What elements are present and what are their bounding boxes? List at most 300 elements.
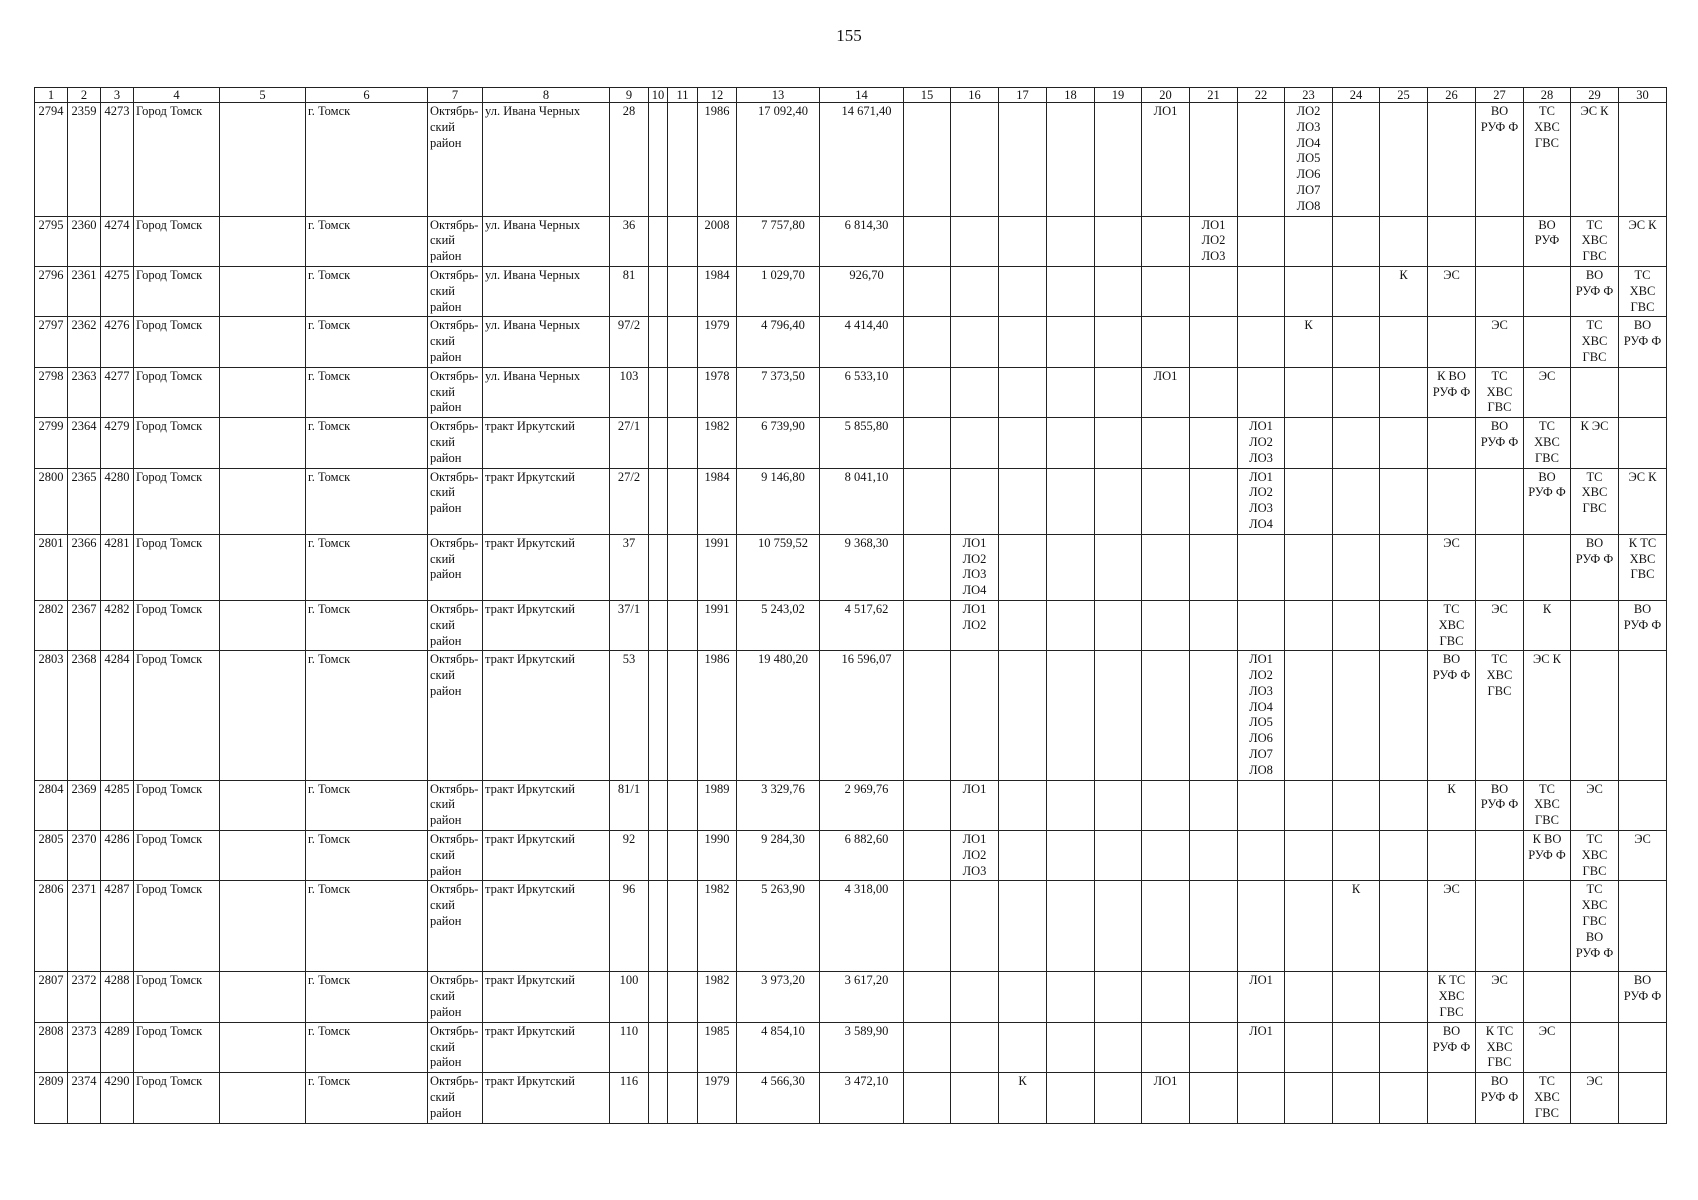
cell-col-7: Октябрь- ский район [428, 881, 483, 972]
cell-col-11 [668, 317, 698, 367]
cell-col-14: 4 414,40 [820, 317, 904, 367]
cell-col-11 [668, 651, 698, 780]
cell-col-7: Октябрь- ский район [428, 1073, 483, 1123]
cell-col-29: К ЭС [1571, 418, 1619, 468]
cell-col-14: 3 617,20 [820, 972, 904, 1022]
cell-col-22 [1238, 266, 1285, 316]
cell-col-3: 4273 [101, 103, 134, 217]
cell-col-17 [999, 831, 1047, 881]
cell-col-7: Октябрь- ский район [428, 534, 483, 600]
cell-col-8: тракт Иркутский [483, 831, 610, 881]
cell-col-22 [1238, 881, 1285, 972]
cell-col-15 [904, 266, 951, 316]
cell-col-25 [1380, 1073, 1428, 1123]
cell-col-13: 17 092,40 [737, 103, 820, 217]
cell-col-18 [1047, 1073, 1095, 1123]
cell-col-4: Город Томск [134, 651, 220, 780]
cell-col-3: 4281 [101, 534, 134, 600]
cell-col-30: ЭС [1619, 831, 1667, 881]
cell-col-27 [1476, 534, 1524, 600]
cell-col-11 [668, 216, 698, 266]
cell-col-26: К [1428, 780, 1476, 830]
cell-col-5 [220, 600, 306, 650]
cell-col-25 [1380, 103, 1428, 217]
cell-col-14: 4 318,00 [820, 881, 904, 972]
cell-col-6: г. Томск [306, 317, 428, 367]
cell-col-10 [649, 651, 668, 780]
cell-col-28: ВО РУФ [1524, 216, 1571, 266]
cell-col-16 [951, 266, 999, 316]
cell-col-10 [649, 534, 668, 600]
cell-col-22: ЛО1 ЛО2 ЛО3 ЛО4 [1238, 468, 1285, 534]
cell-col-20 [1142, 534, 1190, 600]
cell-col-10 [649, 266, 668, 316]
cell-col-17 [999, 266, 1047, 316]
cell-col-18 [1047, 317, 1095, 367]
cell-col-21: ЛО1 ЛО2 ЛО3 [1190, 216, 1238, 266]
cell-col-20 [1142, 216, 1190, 266]
cell-col-10 [649, 103, 668, 217]
cell-col-19 [1095, 780, 1142, 830]
cell-col-9: 37 [610, 534, 649, 600]
cell-col-24: К [1333, 881, 1380, 972]
cell-col-16 [951, 1022, 999, 1072]
cell-col-15 [904, 780, 951, 830]
table-row [35, 103, 1667, 217]
cell-col-29 [1571, 1022, 1619, 1072]
cell-col-24 [1333, 317, 1380, 367]
cell-col-26 [1428, 216, 1476, 266]
cell-col-8: тракт Иркутский [483, 972, 610, 1022]
cell-col-11 [668, 600, 698, 650]
cell-col-1: 2808 [35, 1022, 68, 1072]
cell-col-25 [1380, 972, 1428, 1022]
column-header-1: 1 [35, 88, 68, 103]
cell-col-18 [1047, 881, 1095, 972]
cell-col-24 [1333, 1022, 1380, 1072]
cell-col-18 [1047, 103, 1095, 217]
cell-col-20 [1142, 831, 1190, 881]
cell-col-2: 2363 [68, 367, 101, 417]
cell-col-25 [1380, 367, 1428, 417]
column-header-10: 10 [649, 88, 668, 103]
cell-col-10 [649, 1022, 668, 1072]
cell-col-30 [1619, 418, 1667, 468]
cell-col-6: г. Томск [306, 418, 428, 468]
cell-col-24 [1333, 534, 1380, 600]
cell-col-4: Город Томск [134, 103, 220, 217]
cell-col-21 [1190, 367, 1238, 417]
cell-col-14: 5 855,80 [820, 418, 904, 468]
cell-col-22 [1238, 1073, 1285, 1123]
cell-col-26 [1428, 418, 1476, 468]
cell-col-3: 4284 [101, 651, 134, 780]
cell-col-28: ТС ХВС ГВС [1524, 780, 1571, 830]
column-header-16: 16 [951, 88, 999, 103]
cell-col-2: 2374 [68, 1073, 101, 1123]
cell-col-21 [1190, 418, 1238, 468]
cell-col-22: ЛО1 ЛО2 ЛО3 ЛО4 ЛО5 ЛО6 ЛО7 ЛО8 [1238, 651, 1285, 780]
cell-col-17 [999, 317, 1047, 367]
cell-col-21 [1190, 831, 1238, 881]
cell-col-13: 3 973,20 [737, 972, 820, 1022]
cell-col-10 [649, 418, 668, 468]
cell-col-19 [1095, 831, 1142, 881]
cell-col-10 [649, 972, 668, 1022]
cell-col-23 [1285, 831, 1333, 881]
cell-col-7: Октябрь- ский район [428, 266, 483, 316]
cell-col-17 [999, 1022, 1047, 1072]
table-row [35, 418, 1667, 468]
cell-col-24 [1333, 831, 1380, 881]
cell-col-4: Город Томск [134, 367, 220, 417]
cell-col-1: 2800 [35, 468, 68, 534]
table-row [35, 972, 1667, 1022]
cell-col-17 [999, 972, 1047, 1022]
column-header-11: 11 [668, 88, 698, 103]
cell-col-2: 2366 [68, 534, 101, 600]
cell-col-13: 9 284,30 [737, 831, 820, 881]
column-header-6: 6 [306, 88, 428, 103]
cell-col-6: г. Томск [306, 831, 428, 881]
cell-col-9: 28 [610, 103, 649, 217]
cell-col-7: Октябрь- ский район [428, 831, 483, 881]
cell-col-23 [1285, 216, 1333, 266]
cell-col-14: 2 969,76 [820, 780, 904, 830]
cell-col-9: 53 [610, 651, 649, 780]
cell-col-13: 6 739,90 [737, 418, 820, 468]
cell-col-24 [1333, 1073, 1380, 1123]
cell-col-19 [1095, 600, 1142, 650]
cell-col-23 [1285, 881, 1333, 972]
cell-col-12: 1982 [698, 881, 737, 972]
cell-col-1: 2804 [35, 780, 68, 830]
cell-col-24 [1333, 216, 1380, 266]
cell-col-13: 7 373,50 [737, 367, 820, 417]
cell-col-3: 4287 [101, 881, 134, 972]
cell-col-30 [1619, 367, 1667, 417]
cell-col-29: ТС ХВС ГВС ВО РУФ Ф [1571, 881, 1619, 972]
cell-col-10 [649, 367, 668, 417]
cell-col-11 [668, 1022, 698, 1072]
cell-col-1: 2794 [35, 103, 68, 217]
cell-col-25 [1380, 1022, 1428, 1072]
cell-col-1: 2796 [35, 266, 68, 316]
cell-col-4: Город Томск [134, 317, 220, 367]
cell-col-7: Октябрь- ский район [428, 1022, 483, 1072]
cell-col-12: 1986 [698, 651, 737, 780]
column-header-19: 19 [1095, 88, 1142, 103]
cell-col-11 [668, 418, 698, 468]
cell-col-26: ВО РУФ Ф [1428, 1022, 1476, 1072]
cell-col-13: 4 854,10 [737, 1022, 820, 1072]
cell-col-17 [999, 103, 1047, 217]
cell-col-27: ВО РУФ Ф [1476, 1073, 1524, 1123]
cell-col-2: 2360 [68, 216, 101, 266]
cell-col-30: ЭС К [1619, 468, 1667, 534]
page-number: 155 [836, 26, 862, 45]
cell-col-29: ТС ХВС ГВС [1571, 317, 1619, 367]
cell-col-4: Город Томск [134, 266, 220, 316]
cell-col-5 [220, 651, 306, 780]
cell-col-12: 1989 [698, 780, 737, 830]
cell-col-18 [1047, 367, 1095, 417]
cell-col-18 [1047, 534, 1095, 600]
cell-col-18 [1047, 651, 1095, 780]
column-header-8: 8 [483, 88, 610, 103]
cell-col-14: 6 882,60 [820, 831, 904, 881]
cell-col-26 [1428, 1073, 1476, 1123]
column-header-24: 24 [1333, 88, 1380, 103]
cell-col-2: 2362 [68, 317, 101, 367]
cell-col-10 [649, 317, 668, 367]
cell-col-10 [649, 216, 668, 266]
cell-col-12: 1990 [698, 831, 737, 881]
cell-col-3: 4274 [101, 216, 134, 266]
cell-col-6: г. Томск [306, 103, 428, 217]
column-header-3: 3 [101, 88, 134, 103]
cell-col-29 [1571, 367, 1619, 417]
column-header-17: 17 [999, 88, 1047, 103]
cell-col-9: 27/2 [610, 468, 649, 534]
cell-col-16 [951, 418, 999, 468]
housing-register-table [34, 87, 1667, 1124]
cell-col-15 [904, 651, 951, 780]
cell-col-9: 36 [610, 216, 649, 266]
cell-col-30 [1619, 103, 1667, 217]
cell-col-14: 926,70 [820, 266, 904, 316]
cell-col-18 [1047, 418, 1095, 468]
cell-col-6: г. Томск [306, 600, 428, 650]
cell-col-9: 97/2 [610, 317, 649, 367]
cell-col-22 [1238, 600, 1285, 650]
cell-col-9: 103 [610, 367, 649, 417]
table-row [35, 881, 1667, 972]
cell-col-17 [999, 367, 1047, 417]
table-row [35, 534, 1667, 600]
cell-col-7: Октябрь- ский район [428, 367, 483, 417]
cell-col-26 [1428, 317, 1476, 367]
cell-col-23 [1285, 418, 1333, 468]
cell-col-28: ЭС [1524, 367, 1571, 417]
cell-col-21 [1190, 103, 1238, 217]
cell-col-24 [1333, 651, 1380, 780]
cell-col-15 [904, 103, 951, 217]
cell-col-26 [1428, 831, 1476, 881]
cell-col-27: ВО РУФ Ф [1476, 780, 1524, 830]
cell-col-6: г. Томск [306, 881, 428, 972]
cell-col-2: 2371 [68, 881, 101, 972]
cell-col-25: К [1380, 266, 1428, 316]
cell-col-18 [1047, 266, 1095, 316]
cell-col-1: 2807 [35, 972, 68, 1022]
cell-col-22: ЛО1 [1238, 972, 1285, 1022]
cell-col-12: 1978 [698, 367, 737, 417]
cell-col-20 [1142, 780, 1190, 830]
cell-col-26: ЭС [1428, 881, 1476, 972]
cell-col-23: К [1285, 317, 1333, 367]
column-header-2: 2 [68, 88, 101, 103]
cell-col-26 [1428, 468, 1476, 534]
cell-col-29 [1571, 651, 1619, 780]
cell-col-22: ЛО1 ЛО2 ЛО3 [1238, 418, 1285, 468]
cell-col-5 [220, 418, 306, 468]
cell-col-7: Октябрь- ский район [428, 468, 483, 534]
cell-col-11 [668, 367, 698, 417]
cell-col-22 [1238, 780, 1285, 830]
cell-col-10 [649, 831, 668, 881]
cell-col-7: Октябрь- ский район [428, 317, 483, 367]
cell-col-30 [1619, 1073, 1667, 1123]
cell-col-22 [1238, 103, 1285, 217]
cell-col-27: ЭС [1476, 600, 1524, 650]
cell-col-19 [1095, 1022, 1142, 1072]
cell-col-6: г. Томск [306, 972, 428, 1022]
cell-col-28: ТС ХВС ГВС [1524, 103, 1571, 217]
cell-col-13: 10 759,52 [737, 534, 820, 600]
cell-col-12: 1991 [698, 600, 737, 650]
cell-col-9: 96 [610, 881, 649, 972]
cell-col-12: 1991 [698, 534, 737, 600]
cell-col-6: г. Томск [306, 780, 428, 830]
cell-col-11 [668, 831, 698, 881]
column-header-7: 7 [428, 88, 483, 103]
cell-col-13: 4 796,40 [737, 317, 820, 367]
cell-col-5 [220, 831, 306, 881]
cell-col-15 [904, 600, 951, 650]
cell-col-2: 2372 [68, 972, 101, 1022]
cell-col-12: 1979 [698, 1073, 737, 1123]
cell-col-25 [1380, 651, 1428, 780]
table-row [35, 600, 1667, 650]
cell-col-25 [1380, 534, 1428, 600]
cell-col-11 [668, 103, 698, 217]
cell-col-19 [1095, 103, 1142, 217]
cell-col-8: тракт Иркутский [483, 780, 610, 830]
cell-col-2: 2368 [68, 651, 101, 780]
cell-col-2: 2361 [68, 266, 101, 316]
cell-col-15 [904, 831, 951, 881]
cell-col-17 [999, 600, 1047, 650]
cell-col-18 [1047, 468, 1095, 534]
cell-col-14: 3 472,10 [820, 1073, 904, 1123]
cell-col-27 [1476, 881, 1524, 972]
cell-col-25 [1380, 831, 1428, 881]
column-header-29: 29 [1571, 88, 1619, 103]
cell-col-17 [999, 418, 1047, 468]
cell-col-19 [1095, 651, 1142, 780]
cell-col-25 [1380, 468, 1428, 534]
cell-col-30 [1619, 780, 1667, 830]
cell-col-16 [951, 972, 999, 1022]
cell-col-28 [1524, 317, 1571, 367]
cell-col-22 [1238, 831, 1285, 881]
cell-col-8: тракт Иркутский [483, 534, 610, 600]
cell-col-4: Город Томск [134, 831, 220, 881]
cell-col-20: ЛО1 [1142, 1073, 1190, 1123]
cell-col-18 [1047, 831, 1095, 881]
cell-col-18 [1047, 600, 1095, 650]
cell-col-28 [1524, 972, 1571, 1022]
cell-col-27: ЭС [1476, 317, 1524, 367]
column-header-15: 15 [904, 88, 951, 103]
cell-col-6: г. Томск [306, 468, 428, 534]
cell-col-29 [1571, 972, 1619, 1022]
cell-col-24 [1333, 972, 1380, 1022]
cell-col-27: К ТС ХВС ГВС [1476, 1022, 1524, 1072]
cell-col-21 [1190, 468, 1238, 534]
cell-col-30: ЭС К [1619, 216, 1667, 266]
cell-col-4: Город Томск [134, 1073, 220, 1123]
cell-col-12: 1982 [698, 972, 737, 1022]
cell-col-5 [220, 266, 306, 316]
cell-col-6: г. Томск [306, 651, 428, 780]
cell-col-20 [1142, 651, 1190, 780]
column-header-30: 30 [1619, 88, 1667, 103]
cell-col-8: ул. Ивана Черных [483, 103, 610, 217]
cell-col-1: 2801 [35, 534, 68, 600]
cell-col-24 [1333, 367, 1380, 417]
cell-col-16: ЛО1 ЛО2 [951, 600, 999, 650]
cell-col-13: 7 757,80 [737, 216, 820, 266]
cell-col-25 [1380, 216, 1428, 266]
cell-col-15 [904, 317, 951, 367]
cell-col-3: 4288 [101, 972, 134, 1022]
cell-col-28: ЭС [1524, 1022, 1571, 1072]
cell-col-17 [999, 881, 1047, 972]
column-header-28: 28 [1524, 88, 1571, 103]
column-header-12: 12 [698, 88, 737, 103]
cell-col-22 [1238, 216, 1285, 266]
cell-col-16: ЛО1 ЛО2 ЛО3 [951, 831, 999, 881]
cell-col-25 [1380, 317, 1428, 367]
cell-col-7: Октябрь- ский район [428, 418, 483, 468]
cell-col-15 [904, 972, 951, 1022]
cell-col-15 [904, 881, 951, 972]
cell-col-3: 4277 [101, 367, 134, 417]
column-header-25: 25 [1380, 88, 1428, 103]
cell-col-20 [1142, 468, 1190, 534]
cell-col-28: ТС ХВС ГВС [1524, 418, 1571, 468]
cell-col-23 [1285, 1022, 1333, 1072]
cell-col-23 [1285, 367, 1333, 417]
cell-col-21 [1190, 1073, 1238, 1123]
table-row [35, 266, 1667, 316]
cell-col-26: ВО РУФ Ф [1428, 651, 1476, 780]
cell-col-15 [904, 534, 951, 600]
cell-col-20: ЛО1 [1142, 367, 1190, 417]
cell-col-4: Город Томск [134, 534, 220, 600]
column-number-row [35, 88, 1667, 103]
cell-col-8: тракт Иркутский [483, 651, 610, 780]
cell-col-21 [1190, 534, 1238, 600]
cell-col-21 [1190, 317, 1238, 367]
cell-col-30: ВО РУФ Ф [1619, 317, 1667, 367]
cell-col-9: 116 [610, 1073, 649, 1123]
cell-col-5 [220, 881, 306, 972]
cell-col-25 [1380, 600, 1428, 650]
cell-col-5 [220, 216, 306, 266]
cell-col-16 [951, 103, 999, 217]
cell-col-27 [1476, 468, 1524, 534]
cell-col-23 [1285, 468, 1333, 534]
cell-col-28: ТС ХВС ГВС [1524, 1073, 1571, 1123]
cell-col-25 [1380, 780, 1428, 830]
cell-col-21 [1190, 1022, 1238, 1072]
cell-col-18 [1047, 972, 1095, 1022]
cell-col-17 [999, 534, 1047, 600]
cell-col-3: 4290 [101, 1073, 134, 1123]
